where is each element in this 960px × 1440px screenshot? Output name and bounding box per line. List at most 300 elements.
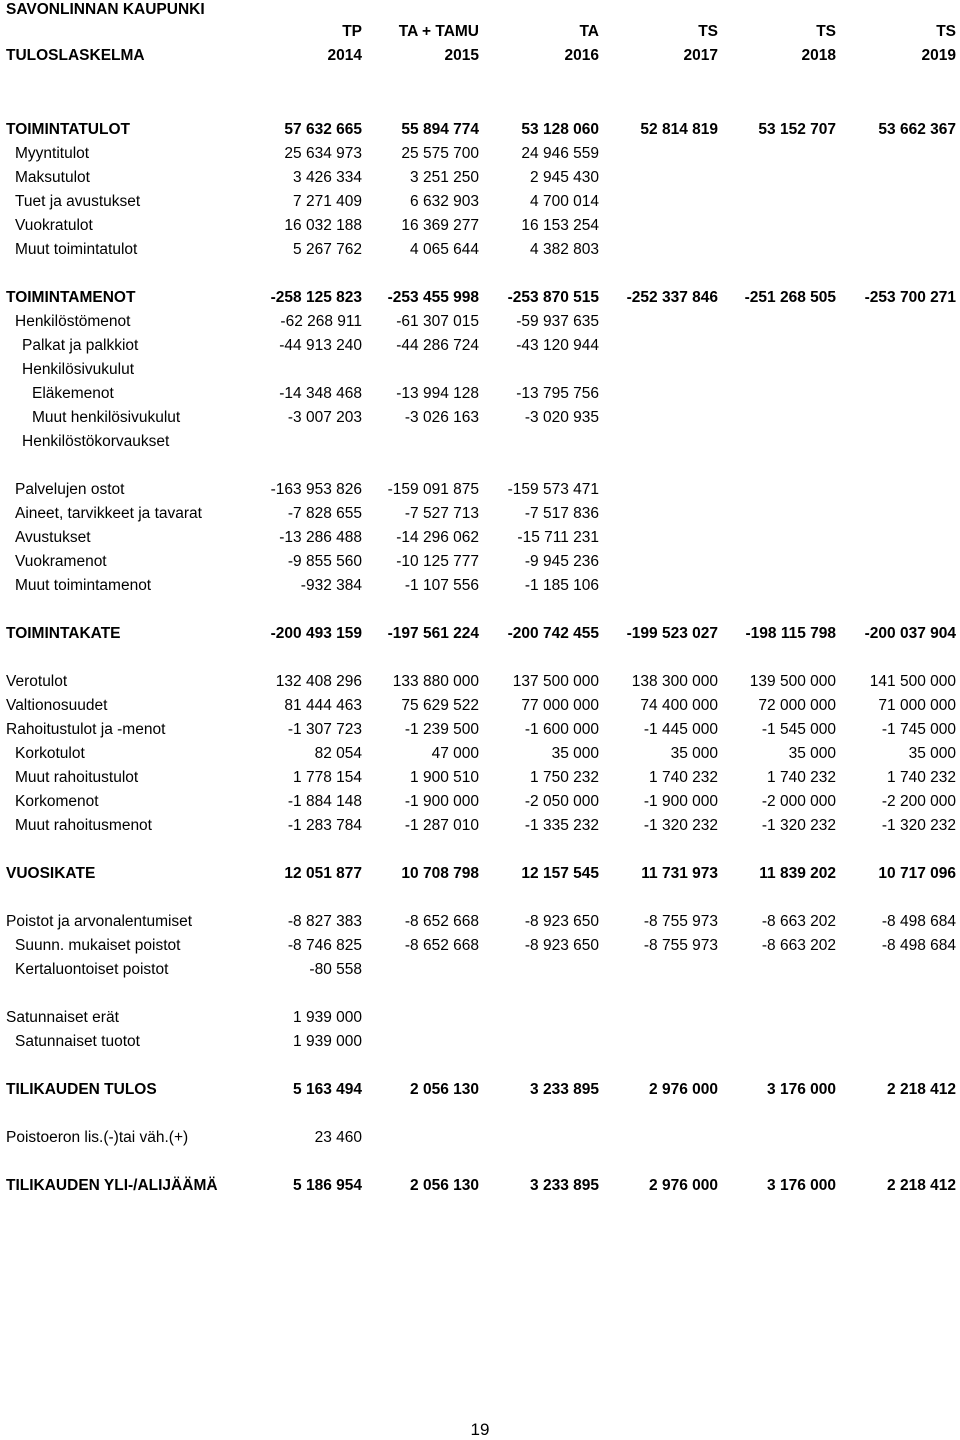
column-year: 2014 <box>327 47 362 64</box>
value-cell <box>362 430 479 454</box>
value-cell: -197 561 224 <box>387 625 479 642</box>
table-row <box>6 694 956 718</box>
value-cell <box>599 1030 718 1054</box>
table-body <box>6 94 956 1198</box>
value-cell <box>242 430 362 454</box>
value-cell <box>362 958 479 982</box>
value-cell <box>362 1030 479 1054</box>
value-cell <box>718 238 836 262</box>
value-cell: 35 000 <box>788 745 836 762</box>
value-cell <box>718 502 836 526</box>
total-row <box>6 862 956 886</box>
value-cell: 81 444 463 <box>284 697 362 714</box>
row-label: Aineet, tarvikkeet ja tavarat <box>15 505 202 522</box>
value-cell <box>479 358 599 382</box>
column-type: TS <box>936 23 956 40</box>
table-row <box>6 430 956 454</box>
value-cell <box>718 958 836 982</box>
row-label: TILIKAUDEN YLI-/ALIJÄÄMÄ <box>6 1177 218 1194</box>
value-cell <box>479 430 599 454</box>
value-cell: -1 320 232 <box>643 817 718 834</box>
value-cell: -8 827 383 <box>287 913 362 930</box>
value-cell: -8 652 668 <box>404 937 479 954</box>
value-cell: -7 517 836 <box>524 505 599 522</box>
value-cell <box>479 1006 599 1030</box>
value-cell: -1 900 000 <box>404 793 479 810</box>
value-cell <box>479 1030 599 1054</box>
row-label: Verotulot <box>6 673 68 690</box>
value-cell: 1 939 000 <box>293 1033 362 1050</box>
row-label: Myyntitulot <box>15 145 90 162</box>
value-cell <box>836 310 956 334</box>
value-cell: 12 157 545 <box>521 865 599 882</box>
value-cell: -8 923 650 <box>524 937 599 954</box>
value-cell <box>718 574 836 598</box>
spacer-row <box>6 886 956 910</box>
total-row <box>6 286 956 310</box>
value-cell: -1 107 556 <box>404 577 479 594</box>
value-cell: -8 755 973 <box>643 913 718 930</box>
table-row <box>6 1030 956 1054</box>
value-cell: 11 731 973 <box>641 865 718 882</box>
value-cell: 47 000 <box>431 745 479 762</box>
value-cell <box>718 550 836 574</box>
organization-name: SAVONLINNAN KAUPUNKI <box>6 1 205 18</box>
value-cell: 10 717 096 <box>878 865 956 882</box>
row-label: TOIMINTAMENOT <box>6 289 136 306</box>
value-cell <box>479 1126 599 1150</box>
column-year: 2015 <box>444 47 479 64</box>
value-cell: -253 455 998 <box>387 289 479 306</box>
value-cell: -8 652 668 <box>404 913 479 930</box>
value-cell: 52 814 819 <box>640 121 718 138</box>
spacer-row <box>6 262 956 286</box>
value-cell <box>362 1126 479 1150</box>
value-cell <box>599 478 718 502</box>
value-cell <box>718 406 836 430</box>
value-cell: -2 050 000 <box>524 793 599 810</box>
value-cell <box>836 382 956 406</box>
row-label: Eläkemenot <box>32 385 114 402</box>
value-cell: 2 056 130 <box>410 1177 479 1194</box>
value-cell: -10 125 777 <box>396 553 479 570</box>
value-cell: 24 946 559 <box>521 145 599 162</box>
value-cell <box>836 958 956 982</box>
value-cell: -1 445 000 <box>643 721 718 738</box>
value-cell: 82 054 <box>314 745 362 762</box>
value-cell: 1 939 000 <box>293 1009 362 1026</box>
value-cell <box>836 526 956 550</box>
value-cell: -2 000 000 <box>761 793 836 810</box>
value-cell <box>718 1126 836 1150</box>
table-row <box>6 406 956 430</box>
value-cell: 3 251 250 <box>410 169 479 186</box>
value-cell: 25 634 973 <box>284 145 362 162</box>
value-cell <box>599 526 718 550</box>
total-row <box>6 118 956 142</box>
row-label: Palvelujen ostot <box>15 481 125 498</box>
value-cell <box>836 214 956 238</box>
value-cell <box>599 574 718 598</box>
value-cell: 2 218 412 <box>887 1177 956 1194</box>
value-cell: -13 795 756 <box>516 385 599 402</box>
value-cell <box>718 1006 836 1030</box>
value-cell <box>599 958 718 982</box>
column-type: TA + TAMU <box>398 23 479 40</box>
value-cell: -1 283 784 <box>287 817 362 834</box>
value-cell <box>718 310 836 334</box>
row-label: Korkomenot <box>15 793 99 810</box>
value-cell: -251 268 505 <box>744 289 836 306</box>
value-cell: 1 750 232 <box>530 769 599 786</box>
value-cell: 2 056 130 <box>410 1081 479 1098</box>
value-cell: 139 500 000 <box>749 673 836 690</box>
value-cell: -9 855 560 <box>287 553 362 570</box>
value-cell <box>836 1006 956 1030</box>
value-cell: 3 426 334 <box>293 169 362 186</box>
value-cell: 12 051 877 <box>284 865 362 882</box>
value-cell <box>836 334 956 358</box>
value-cell <box>718 526 836 550</box>
value-cell <box>836 1126 956 1150</box>
value-cell: 3 176 000 <box>767 1081 836 1098</box>
value-cell <box>836 190 956 214</box>
row-label: Valtionosuudet <box>6 697 108 714</box>
row-label: Muut henkilösivukulut <box>32 409 181 426</box>
value-cell: 5 186 954 <box>293 1177 362 1194</box>
value-cell: 16 153 254 <box>521 217 599 234</box>
value-cell: -932 384 <box>300 577 362 594</box>
value-cell: -1 335 232 <box>524 817 599 834</box>
value-cell: -253 870 515 <box>507 289 599 306</box>
value-cell <box>599 334 718 358</box>
value-cell: 1 740 232 <box>767 769 836 786</box>
value-cell: 2 976 000 <box>649 1177 718 1194</box>
value-cell: -163 953 826 <box>270 481 362 498</box>
value-cell: 4 700 014 <box>530 193 599 210</box>
value-cell: 53 662 367 <box>878 121 956 138</box>
value-cell: 7 271 409 <box>293 193 362 210</box>
value-cell <box>718 334 836 358</box>
value-cell: -3 020 935 <box>524 409 599 426</box>
value-cell: -61 307 015 <box>396 313 479 330</box>
value-cell: 141 500 000 <box>869 673 956 690</box>
value-cell <box>599 190 718 214</box>
spacer-row <box>6 454 956 478</box>
row-label: Muut rahoitustulot <box>15 769 139 786</box>
value-cell <box>718 358 836 382</box>
value-cell <box>599 310 718 334</box>
value-cell <box>599 1006 718 1030</box>
row-label: TOIMINTATULOT <box>6 121 130 138</box>
value-cell: -62 268 911 <box>280 313 362 330</box>
value-cell: 4 065 644 <box>410 241 479 258</box>
row-label: Muut toimintamenot <box>15 577 152 594</box>
value-cell <box>836 574 956 598</box>
value-cell: 16 369 277 <box>401 217 479 234</box>
table-row <box>6 190 956 214</box>
value-cell <box>836 430 956 454</box>
row-label: Poistot ja arvonalentumiset <box>6 913 193 930</box>
table-row <box>6 238 956 262</box>
value-cell: 2 976 000 <box>649 1081 718 1098</box>
value-cell: -258 125 823 <box>270 289 362 306</box>
total-row <box>6 622 956 646</box>
value-cell: 23 460 <box>314 1129 362 1146</box>
value-cell: -9 945 236 <box>524 553 599 570</box>
value-cell: -8 498 684 <box>881 913 956 930</box>
table-row <box>6 910 956 934</box>
column-type: TS <box>698 23 718 40</box>
value-cell: 133 880 000 <box>392 673 479 690</box>
value-cell <box>718 478 836 502</box>
spacer-row <box>6 1150 956 1174</box>
value-cell: -8 923 650 <box>524 913 599 930</box>
value-cell: -7 527 713 <box>404 505 479 522</box>
value-cell: -1 745 000 <box>881 721 956 738</box>
value-cell: 53 128 060 <box>521 121 599 138</box>
row-label: Muut rahoitusmenot <box>15 817 152 834</box>
value-cell: -8 755 973 <box>643 937 718 954</box>
value-cell: -200 742 455 <box>507 625 599 642</box>
value-cell <box>718 430 836 454</box>
value-cell: -1 307 723 <box>287 721 362 738</box>
value-cell: 6 632 903 <box>410 193 479 210</box>
value-cell: 72 000 000 <box>758 697 836 714</box>
value-cell: -15 711 231 <box>517 529 599 546</box>
value-cell: -59 937 635 <box>516 313 599 330</box>
value-cell <box>599 1126 718 1150</box>
value-cell: 53 152 707 <box>758 121 836 138</box>
table-row <box>6 478 956 502</box>
value-cell <box>718 382 836 406</box>
value-cell <box>362 1006 479 1030</box>
value-cell: 3 176 000 <box>767 1177 836 1194</box>
value-cell: -14 348 468 <box>279 385 362 402</box>
value-cell: -13 286 488 <box>279 529 362 546</box>
value-cell: 1 740 232 <box>649 769 718 786</box>
value-cell <box>718 190 836 214</box>
value-cell: -200 037 904 <box>864 625 956 642</box>
value-cell: -7 828 655 <box>287 505 362 522</box>
value-cell: -252 337 846 <box>626 289 718 306</box>
value-cell: 55 894 774 <box>401 121 479 138</box>
value-cell: -80 558 <box>309 961 362 978</box>
table-row <box>6 742 956 766</box>
table-row <box>6 766 956 790</box>
value-cell <box>718 142 836 166</box>
row-label: Tuet ja avustukset <box>15 193 141 210</box>
row-label: Suunn. mukaiset poistot <box>15 937 181 954</box>
table-row <box>6 382 956 406</box>
row-label: TOIMINTAKATE <box>6 625 121 642</box>
value-cell: 77 000 000 <box>521 697 599 714</box>
total-row <box>6 1174 956 1198</box>
value-cell: 5 163 494 <box>293 1081 362 1098</box>
value-cell: 57 632 665 <box>284 121 362 138</box>
value-cell: -200 493 159 <box>270 625 362 642</box>
table-row <box>6 502 956 526</box>
value-cell: 3 233 895 <box>530 1177 599 1194</box>
value-cell: -3 026 163 <box>404 409 479 426</box>
value-cell <box>599 166 718 190</box>
row-label: Palkat ja palkkiot <box>22 337 139 354</box>
table-row <box>6 958 956 982</box>
value-cell <box>599 214 718 238</box>
value-cell: 4 382 803 <box>530 241 599 258</box>
value-cell: -13 994 128 <box>396 385 479 402</box>
value-cell: 71 000 000 <box>878 697 956 714</box>
spacer-row <box>6 1054 956 1078</box>
table-title: TULOSLASKELMA <box>6 47 145 64</box>
value-cell: 5 267 762 <box>293 241 362 258</box>
value-cell <box>479 958 599 982</box>
value-cell <box>718 214 836 238</box>
spacer-row <box>6 598 956 622</box>
value-cell: 74 400 000 <box>640 697 718 714</box>
column-header <box>6 20 956 68</box>
column-year: 2017 <box>683 47 718 64</box>
value-cell: 3 233 895 <box>530 1081 599 1098</box>
table-row <box>6 142 956 166</box>
row-label: Poistoeron lis.(-)tai väh.(+) <box>6 1129 189 1146</box>
value-cell: 11 839 202 <box>759 865 836 882</box>
spacer-row <box>6 982 956 1006</box>
value-cell: -1 900 000 <box>643 793 718 810</box>
value-cell <box>599 142 718 166</box>
table-row <box>6 934 956 958</box>
spacer-row <box>6 94 956 118</box>
value-cell <box>836 166 956 190</box>
row-label: VUOSIKATE <box>6 865 96 882</box>
value-cell <box>599 502 718 526</box>
column-year: 2019 <box>921 47 956 64</box>
table-row <box>6 1006 956 1030</box>
value-cell: -14 296 062 <box>396 529 479 546</box>
row-label: Muut toimintatulot <box>15 241 138 258</box>
value-cell: 16 032 188 <box>284 217 362 234</box>
value-cell: 35 000 <box>551 745 599 762</box>
value-cell: -159 091 875 <box>387 481 479 498</box>
row-label: Vuokramenot <box>15 553 107 570</box>
value-cell: -1 545 000 <box>761 721 836 738</box>
table-row <box>6 814 956 838</box>
value-cell <box>362 358 479 382</box>
page-number: 19 <box>470 1420 490 1439</box>
value-cell <box>836 550 956 574</box>
row-label: Satunnaiset erät <box>6 1009 119 1026</box>
column-year: 2016 <box>564 47 599 64</box>
header-type-row <box>6 20 956 44</box>
table-row <box>6 526 956 550</box>
value-cell: -44 286 724 <box>396 337 479 354</box>
value-cell: -159 573 471 <box>507 481 599 498</box>
value-cell: 35 000 <box>670 745 718 762</box>
row-label: Maksutulot <box>15 169 90 186</box>
income-statement-table <box>6 94 956 1198</box>
table-row <box>6 166 956 190</box>
column-type: TP <box>342 23 362 40</box>
value-cell: 2 945 430 <box>530 169 599 186</box>
table-row <box>6 574 956 598</box>
row-label: Henkilösivukulut <box>22 361 134 378</box>
spacer-row <box>6 1102 956 1126</box>
value-cell <box>599 550 718 574</box>
table-row <box>6 718 956 742</box>
value-cell: 10 708 798 <box>401 865 479 882</box>
value-cell: -1 287 010 <box>404 817 479 834</box>
value-cell <box>718 1030 836 1054</box>
header-year-row <box>6 44 956 68</box>
value-cell: 75 629 522 <box>401 697 479 714</box>
value-cell <box>836 142 956 166</box>
value-cell: -8 663 202 <box>761 913 836 930</box>
table-row <box>6 334 956 358</box>
row-label: Rahoitustulot ja -menot <box>6 721 166 738</box>
row-label: Korkotulot <box>15 745 85 762</box>
value-cell <box>242 358 362 382</box>
value-cell: -1 320 232 <box>761 817 836 834</box>
row-label: Satunnaiset tuotot <box>15 1033 140 1050</box>
value-cell: -199 523 027 <box>626 625 718 642</box>
value-cell <box>836 238 956 262</box>
table-row <box>6 1126 956 1150</box>
value-cell: 1 900 510 <box>410 769 479 786</box>
row-label: Kertaluontoiset poistot <box>15 961 169 978</box>
value-cell: 137 500 000 <box>512 673 599 690</box>
value-cell: -8 663 202 <box>761 937 836 954</box>
table-row <box>6 670 956 694</box>
value-cell: 132 408 296 <box>275 673 362 690</box>
value-cell: -2 200 000 <box>881 793 956 810</box>
value-cell: 35 000 <box>908 745 956 762</box>
value-cell: -1 185 106 <box>524 577 599 594</box>
value-cell: -198 115 798 <box>745 625 836 642</box>
value-cell <box>599 382 718 406</box>
value-cell <box>836 478 956 502</box>
column-type: TS <box>816 23 836 40</box>
value-cell: 1 778 154 <box>293 769 362 786</box>
column-type: TA <box>579 23 599 40</box>
row-label: Vuokratulot <box>15 217 93 234</box>
value-cell <box>836 406 956 430</box>
column-year: 2018 <box>801 47 836 64</box>
value-cell <box>718 166 836 190</box>
table-row <box>6 550 956 574</box>
value-cell <box>836 1030 956 1054</box>
value-cell <box>599 238 718 262</box>
total-row <box>6 1078 956 1102</box>
value-cell: 138 300 000 <box>631 673 718 690</box>
value-cell: -253 700 271 <box>864 289 956 306</box>
value-cell: -1 884 148 <box>287 793 362 810</box>
value-cell: -8 746 825 <box>287 937 362 954</box>
value-cell: -8 498 684 <box>881 937 956 954</box>
table-row <box>6 214 956 238</box>
table-row <box>6 310 956 334</box>
row-label: TILIKAUDEN TULOS <box>6 1081 157 1098</box>
value-cell <box>599 430 718 454</box>
value-cell <box>836 358 956 382</box>
row-label: Henkilöstömenot <box>15 313 131 330</box>
value-cell: -3 007 203 <box>287 409 362 426</box>
value-cell: -1 239 500 <box>404 721 479 738</box>
row-label: Avustukset <box>15 529 91 546</box>
value-cell: -44 913 240 <box>279 337 362 354</box>
table-row <box>6 790 956 814</box>
value-cell: 2 218 412 <box>887 1081 956 1098</box>
value-cell: -1 320 232 <box>881 817 956 834</box>
